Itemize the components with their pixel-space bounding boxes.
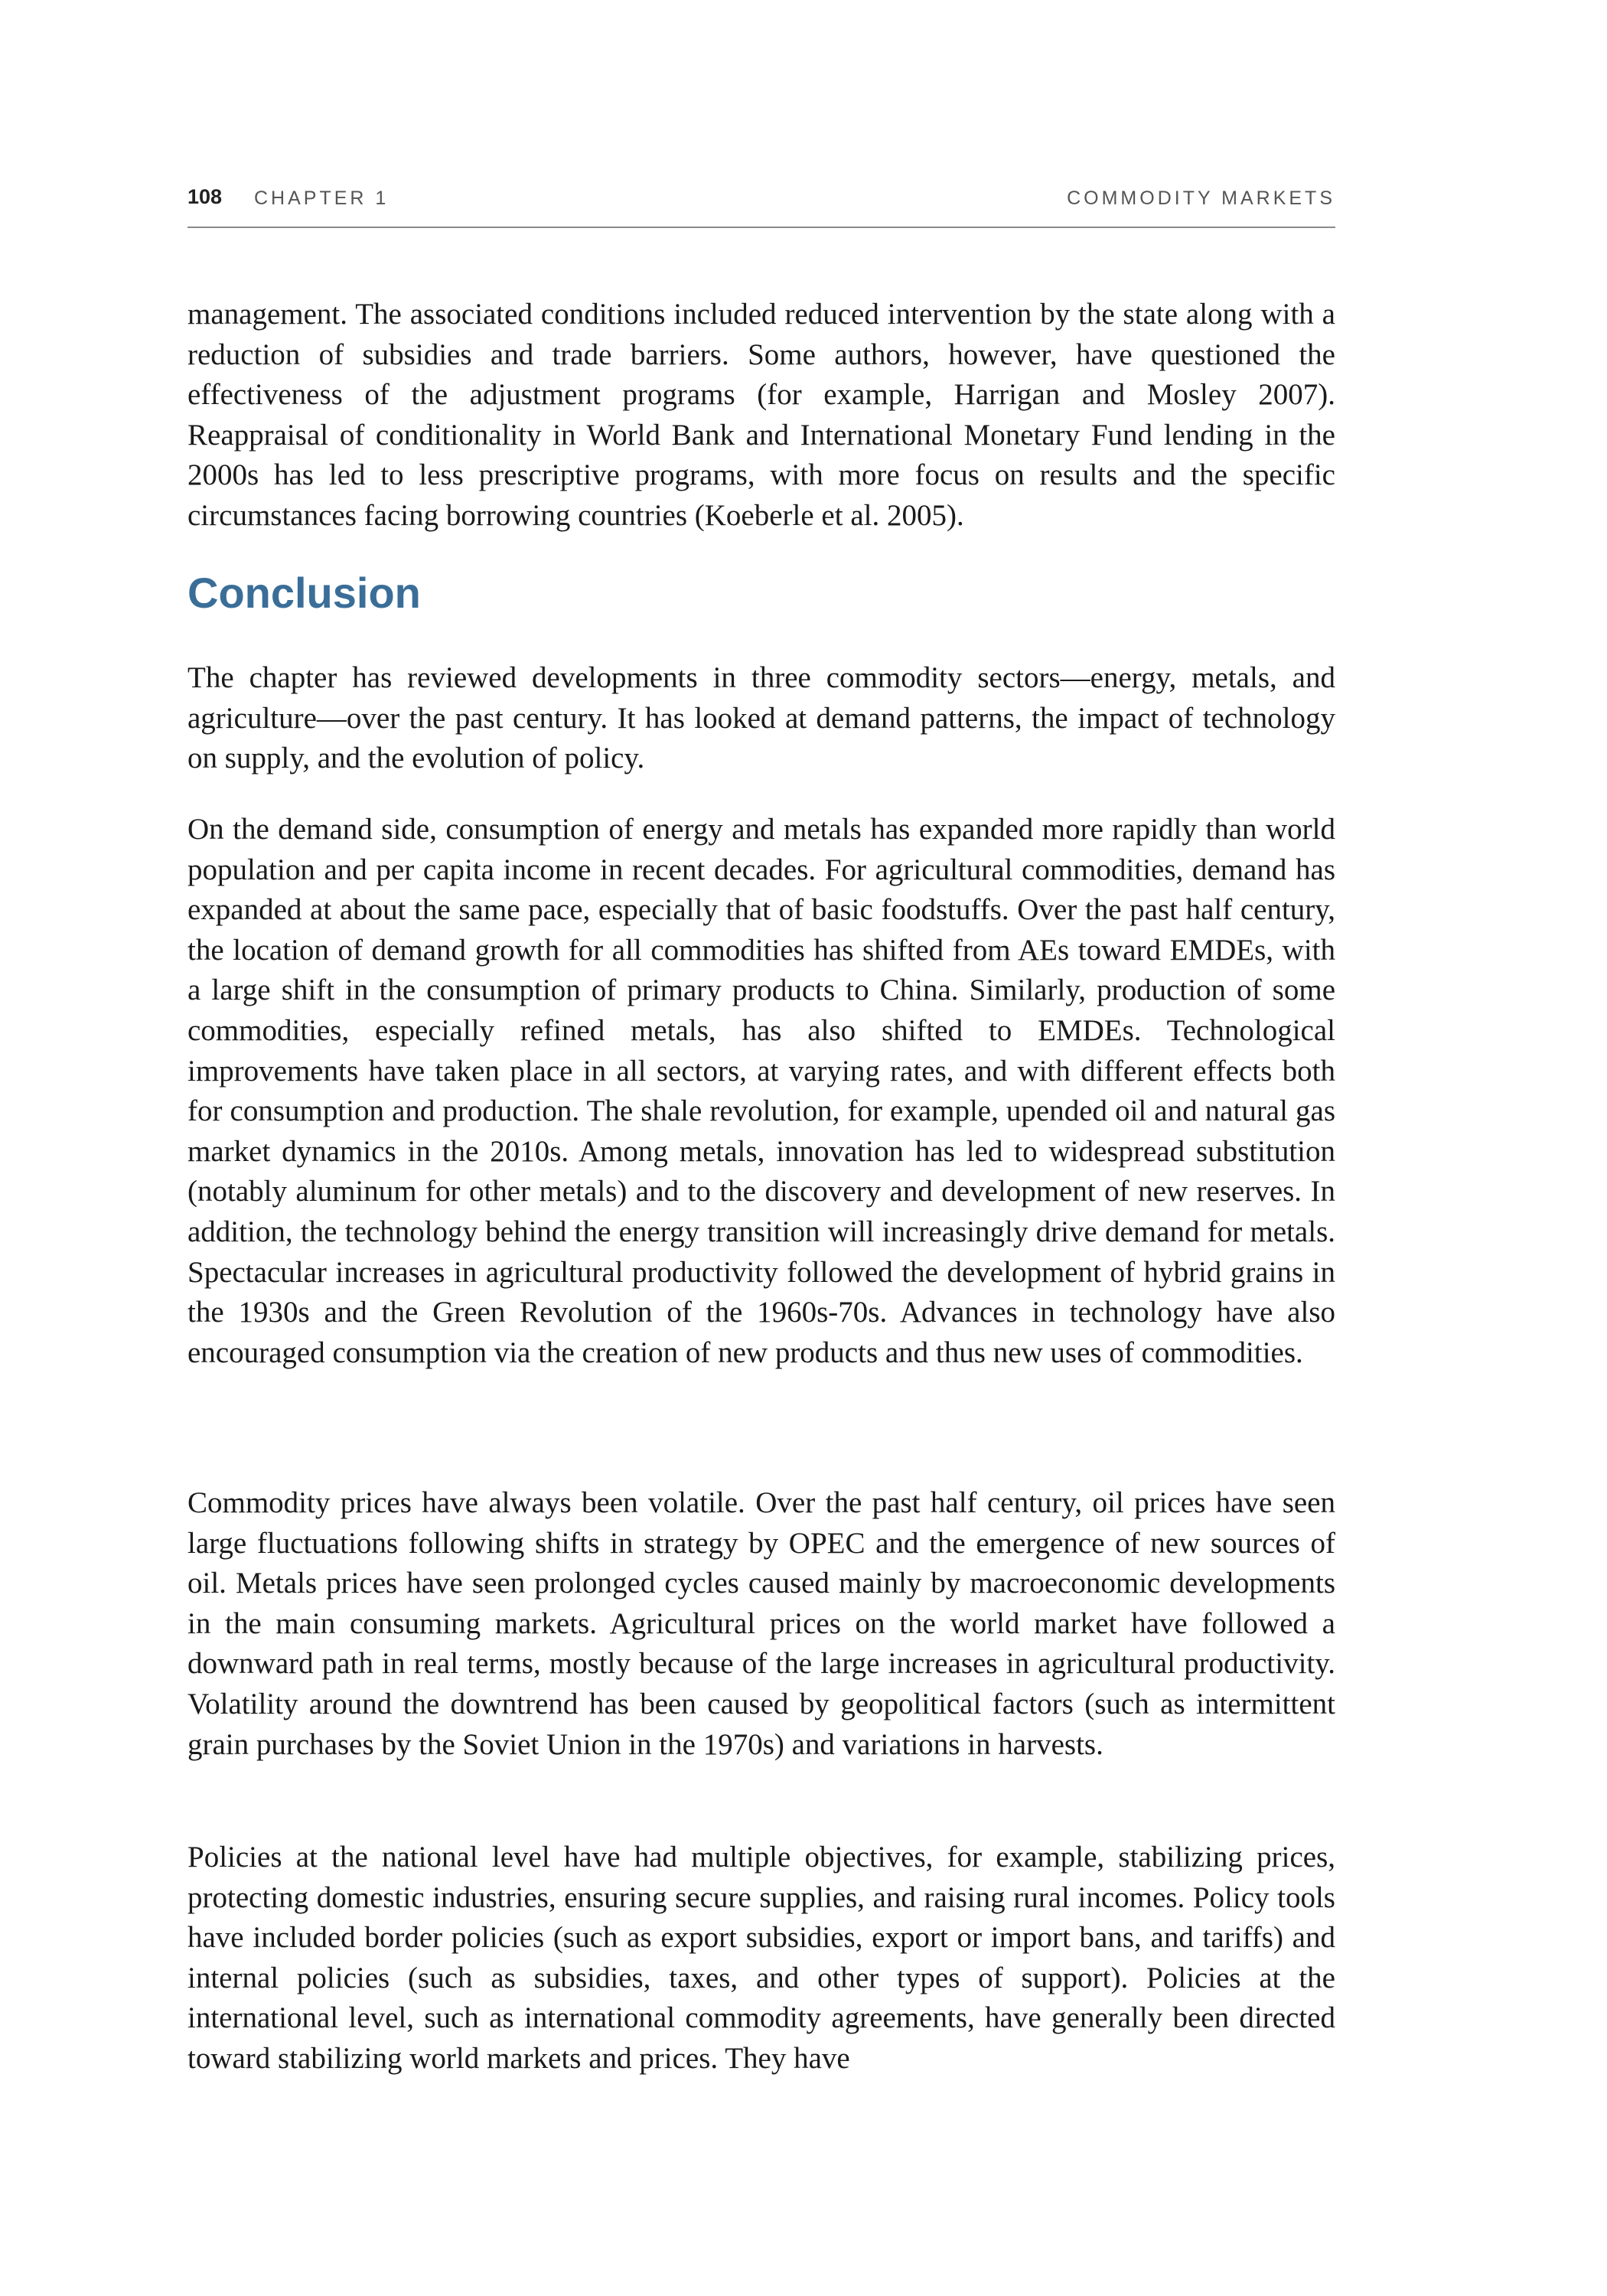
conclusion-paragraph-3: Commodity prices have always been volatile. Over the past half century, oil prices have seen large fluctuations following shifts in strategy by OPEC and the emergence of new sources of oil. Metals prices have seen prolonged cycles caused mainly by macroeconomic developments in the main consuming markets. Agricultural prices on the world market have followed a downward path in real terms, mostly because of the large increases in agricultural productivity. Volatility around the downtrend has been caused by geopolitical factors (such as intermittent grain purchases by the Soviet Union in the 1970s) and variations in harvests. — [187, 1486, 1335, 1761]
chapter-label: CHAPTER 1 — [254, 188, 390, 209]
conclusion-paragraph-2: On the demand side, consumption of energy and metals has expanded more rapidly than world population and per capita income in recent decades. For agricultural commodities, demand has expanded at about the same pace, especially that of basic foodstuffs. Over the past half century, the location of demand growth for all commodities has shifted from AEs toward EMDEs, with a large shift in the consumption of primary products to China. Similarly, production of some commodities, especially refined metals, has also shifted to EMDEs. Technological improvements have taken place in all sectors, at varying rates, and with different effects both for consumption and production. The shale revolution, for example, upended oil and natural gas market dynamics in the 2010s. Among metals, innovation has led to widespread substitution (notably aluminum for other metals) and to the discovery and development of new reserves. In addition, the technology behind the energy transition will increasingly drive demand for metals. Spectacular increases in agricultural productivity followed the development of hybrid grains in the 1930s and the Green Revolution of the 1960s-70s. Advances in technology have also encouraged consumption via the creation of new products and thus new uses of commodities. — [187, 813, 1335, 1369]
conclusion-paragraph-4: Policies at the national level have had multiple objectives, for example, stabilizing prices, protecting domestic industries, ensuring secure supplies, and raising rural incomes. Policy tools have included border policies (such as export subsidies, export or import bans, and tariffs) and internal policies (such as subsidies, taxes, and other types of support). Policies at the international level, such as international commodity agreements, have generally been directed toward stabilizing world markets and prices. They have — [187, 1841, 1335, 2075]
conclusion-paragraph-1: The chapter has reviewed developments in three commodity sectors—energy, metals, and agriculture—over the past century. It has looked at demand patterns, the impact of technology on supply, and the evolution of policy. — [187, 661, 1335, 775]
book-title: COMMODITY MARKETS — [1067, 188, 1335, 209]
running-header — [187, 181, 1335, 228]
intro-paragraph: management. The associated conditions included reduced intervention by the state along with a reduction of subsidies and trade barriers. Some authors, however, have questioned the effectiveness of the adjustment programs (for example, Harrigan and Mosley 2007). Reappraisal of conditionality in World Bank and International Monetary Fund lending in the 2000s has led to less prescriptive programs, with more focus on results and the specific circumstances facing borrowing countries (Koeberle et al. 2005). — [187, 298, 1335, 532]
section-heading-conclusion: Conclusion — [187, 569, 421, 617]
page-number: 108 — [187, 185, 223, 208]
